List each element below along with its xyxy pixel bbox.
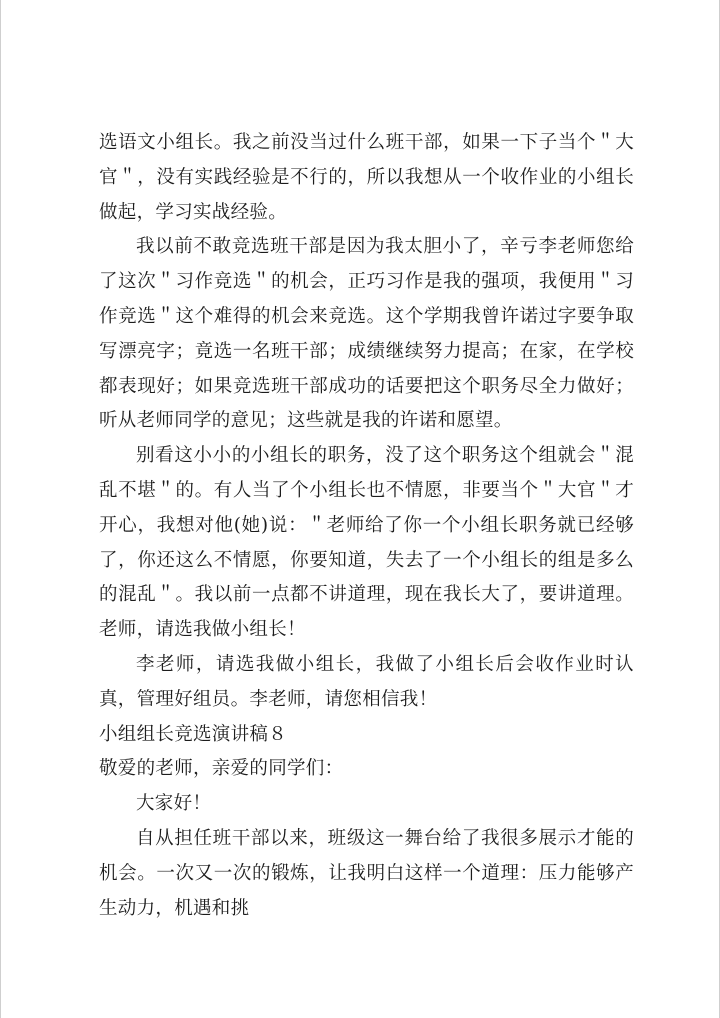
body-paragraph: 我以前不敢竞选班干部是因为我太胆小了，辛亏李老师您给了这次＂习作竞选＂的机会，正巧习作是我的强项，我便用＂习作竞选＂这个难得的机会来竞选。这个学期我曾许诺过字要争取写漂亮字；竟选一名班干部；成绩继续努力提高；在家，在学校都表现好；如果竞选班干部成功的话要把这个职务尽全力做好；听从老师同学的意见；这些就是我的许诺和愿望。 [99,236,634,432]
section-heading: 小组组长竞选演讲稿８ [99,723,288,745]
salutation: 敬爱的老师，亲爱的同学们： [99,758,344,780]
body-paragraph: 选语文小组长。我之前没当过什么班干部，如果一下子当个＂大官＂，没有实践经验是不行的，所以我想从一个收作业的小组长做起，学习实战经验。 [99,132,634,223]
document-body [99,126,634,926]
body-paragraph: 自从担任班干部以来，班级这一舞台给了我很多展示才能的机会。一次又一次的锻炼，让我明白这样一个道理：压力能够产生动力，机遇和挑 [99,827,634,919]
body-paragraph: 李老师，请选我做小组长，我做了小组长后会收作业时认真，管理好组员。李老师，请您相信我！ [99,653,634,710]
body-paragraph: 别看这小小的小组长的职务，没了这个职务这个组就会＂混乱不堪＂的。有人当了个小组长也不情愿，非要当个＂大官＂才开心，我想对他(她)说：＂老师给了你一个小组长职务就已经够了，你还这么不情愿，你要知道，失去了一个小组长的组是多么的混乱＂。我以前一点都不讲道理，现在我长大了，要讲道理。老师，请选我做小组长！ [99,445,634,641]
greeting: 大家好！ [136,793,212,815]
